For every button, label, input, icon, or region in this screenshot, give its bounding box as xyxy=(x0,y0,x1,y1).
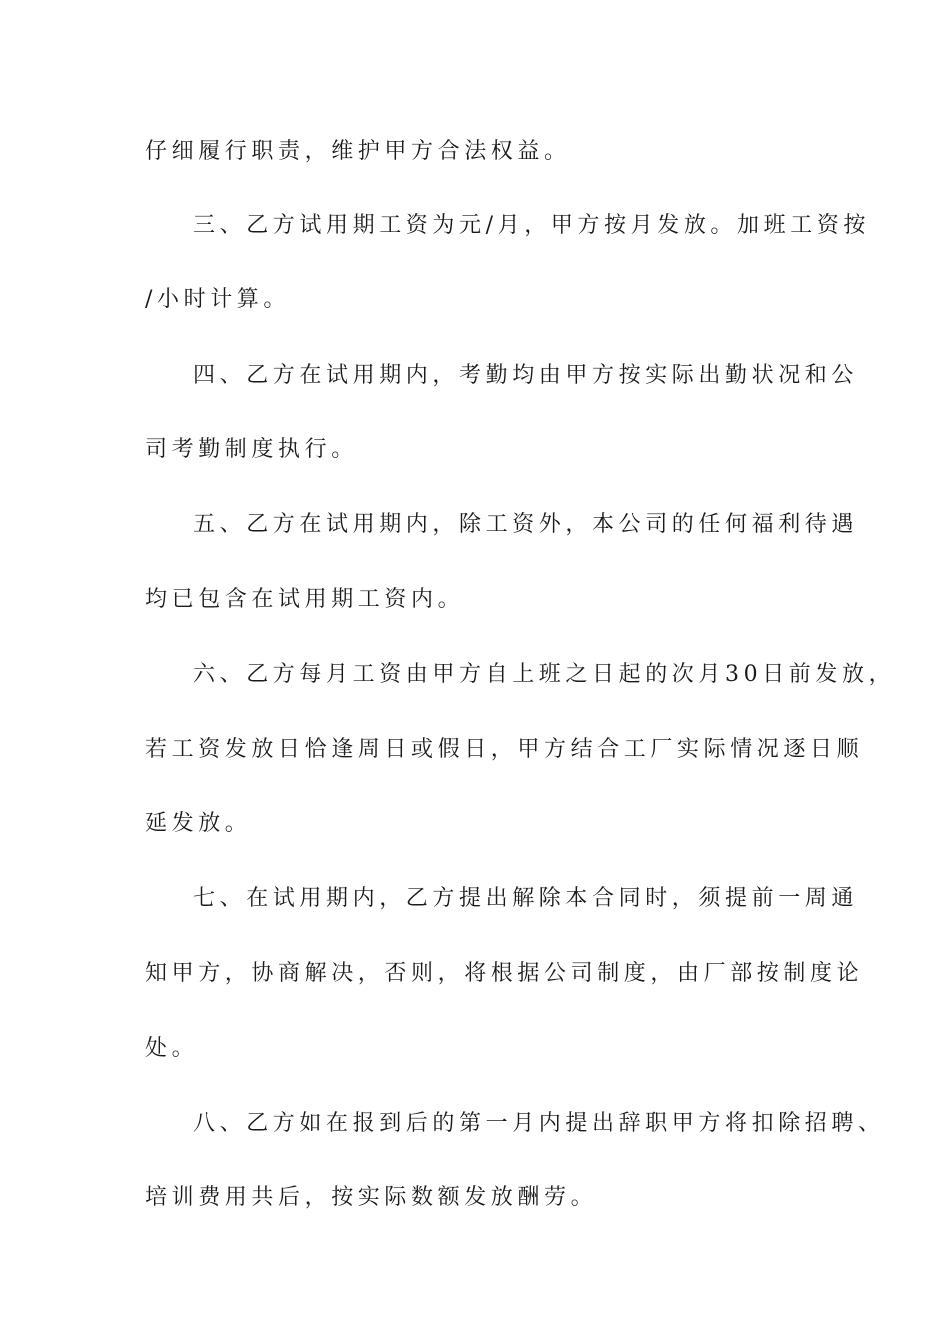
text-line-1: 仔细履行职责，维护甲方合法权益。 xyxy=(145,139,571,164)
clause-4-line-1: 四、乙方在试用期内，考勤均由甲方按实际出勤状况和公 xyxy=(193,363,859,388)
clause-8-line-1: 八、乙方如在报到后的第一月内提出辞职甲方将扣除招聘、 xyxy=(193,1111,885,1136)
clause-6-line-1: 六、乙方每月工资由甲方自上班之日起的次月30日前发放， xyxy=(193,662,896,687)
clause-3-line-2: /小时计算。 xyxy=(145,287,291,312)
clause-5-line-1: 五、乙方在试用期内，除工资外，本公司的任何福利待遇 xyxy=(193,512,859,537)
clause-3-line-1: 三、乙方试用期工资为元/月，甲方按月发放。加班工资按 xyxy=(193,213,871,238)
clause-6-line-2: 若工资发放日恰逢周日或假日，甲方结合工厂实际情况逐日顺 xyxy=(145,737,864,762)
clause-7-line-3: 处。 xyxy=(145,1036,199,1061)
clause-7-line-2: 知甲方，协商解决，否则，将根据公司制度，由厂部按制度论 xyxy=(145,961,864,986)
clause-6-line-3: 延发放。 xyxy=(145,811,252,836)
clause-5-line-2: 均已包含在试用期工资内。 xyxy=(145,587,465,612)
clause-8-line-2: 培训费用共后，按实际数额发放酬劳。 xyxy=(145,1185,598,1210)
clause-7-line-1: 七、在试用期内，乙方提出解除本合同时，须提前一周通 xyxy=(193,886,859,911)
clause-4-line-2: 司考勤制度执行。 xyxy=(145,437,358,462)
